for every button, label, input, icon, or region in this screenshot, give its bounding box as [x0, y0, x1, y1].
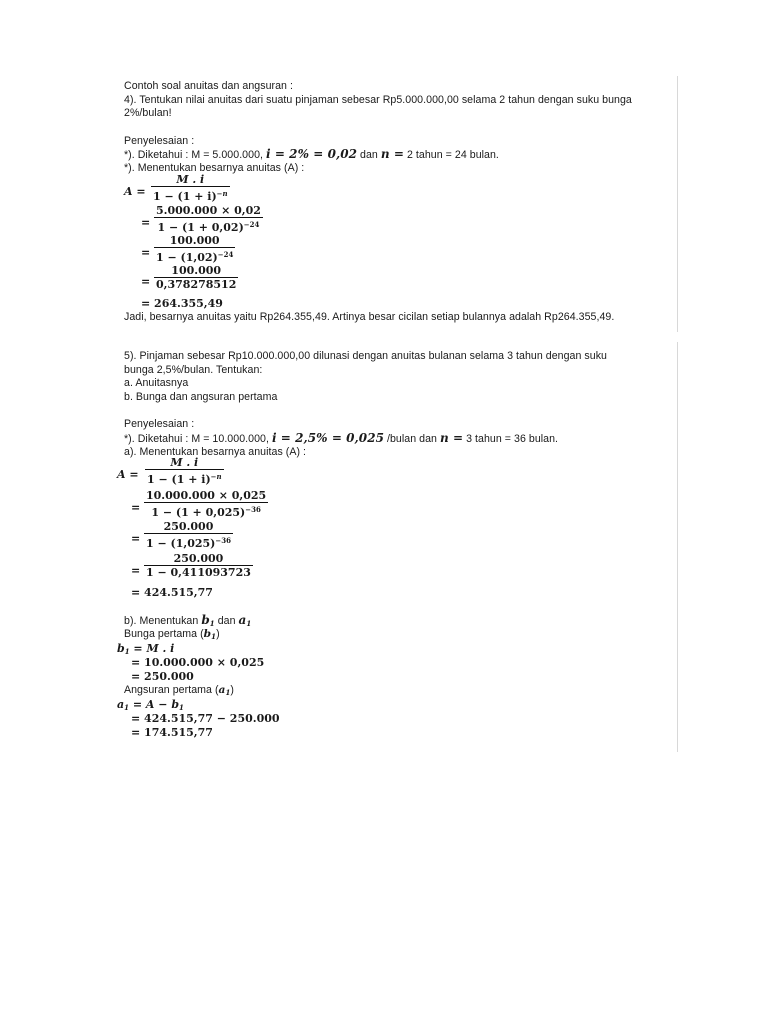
known-suffix: 3 tahun = 36 bulan.: [466, 433, 559, 445]
formula-fraction-1: [151, 173, 230, 203]
formula-fraction-4: [154, 264, 238, 291]
known-suffix: 2 tahun = 24 bulan.: [406, 149, 499, 161]
known-mid: dan: [360, 149, 378, 161]
f1-exponent: −n: [210, 472, 222, 481]
formula-fraction-3: [154, 234, 235, 264]
result-A: = 424.515,77: [131, 586, 213, 599]
eq-sign-3: =: [141, 246, 151, 259]
known-prefix: *). Diketahui : M = 10.000.000,: [124, 433, 269, 445]
f2-exponent: −36: [245, 505, 261, 514]
b1-result: = 250.000: [131, 670, 194, 683]
f3-denominator: 1 − (1,025): [146, 537, 216, 550]
heading: Contoh soal anuitas dan angsuran :: [124, 80, 293, 92]
step-title: *). Menentukan besarnya anuitas (A) :: [124, 162, 305, 174]
step-a-title: a). Menentukan besarnya anuitas (A) :: [124, 446, 307, 458]
known-i: i = 2,5% = 0,025: [271, 431, 384, 445]
formula-fraction-1: [145, 456, 224, 486]
f2-denominator: 1 − (1 + 0,025): [151, 506, 246, 519]
f3-exponent: −36: [215, 536, 231, 545]
f2-numerator: 5.000.000 × 0,02: [156, 204, 261, 217]
f3-numerator: 100.000: [154, 234, 235, 248]
item-a: a. Anuitasnya: [124, 377, 189, 389]
eq-sign-2: =: [141, 216, 151, 229]
bunga-label: Bunga pertama $(b_1)$: [124, 628, 220, 641]
item-b: b. Bunga dan angsuran pertama: [124, 391, 278, 403]
solution-title: Penyelesaian :: [124, 418, 195, 430]
known-prefix: *). Diketahui : M = 5.000.000,: [124, 149, 264, 161]
f1-denominator: 1 − (1 + i): [147, 473, 211, 486]
f2-numerator: 10.000.000 × 0,025: [146, 489, 267, 502]
known-line: [124, 148, 499, 162]
example-4-section: [117, 76, 678, 332]
a1-equation: $a_1 = A - b_1$: [117, 698, 184, 712]
eq-sign-4: =: [131, 564, 141, 577]
f4-denominator: 1 − 0,411093723: [146, 566, 251, 579]
a1-result: = 174.515,77: [131, 726, 213, 739]
eq-sign-4: =: [141, 275, 151, 288]
f1-exponent: −n: [216, 189, 228, 198]
conclusion: Jadi, besarnya anuitas yaitu Rp264.355,49. Artinya besar cicilan setiap bulannya adalah Rp264.355,49.: [124, 311, 615, 323]
b1-calc: = 10.000.000 × 0,025: [131, 656, 265, 669]
question-line-1: 5). Pinjaman sebesar Rp10.000.000,00 dilunasi dengan anuitas bulanan selama 3 tahun dengan suku: [124, 350, 607, 362]
question-line-2: bunga 2,5%/bulan. Tentukan:: [124, 364, 263, 376]
eq-sign-2: =: [131, 501, 141, 514]
known-mid: /bulan dan: [387, 433, 437, 445]
solution-title: Penyelesaian :: [124, 135, 195, 147]
result-value: = 264.355,49: [141, 297, 223, 310]
known-i: i = 2% = 0,02: [266, 147, 358, 161]
a1-calc: = 424.515,77 − 250.000: [131, 712, 280, 725]
known-n: n =: [380, 147, 404, 161]
f2-exponent: −24: [243, 220, 260, 229]
formula-fraction-3: [144, 520, 233, 550]
eq-sign-3: =: [131, 532, 141, 545]
f3-exponent: −24: [217, 250, 234, 259]
formula-fraction-4: [144, 552, 253, 579]
f1-numerator: M . i: [176, 173, 205, 186]
question-line-1: 4). Tentukan nilai anuitas dari suatu pinjaman sebesar Rp5.000.000,00 selama 2 tahun dengan suku bunga: [124, 94, 632, 106]
f2-denominator: 1 − (1 + 0,02): [157, 221, 244, 234]
f4-numerator: 250.000: [144, 552, 253, 566]
f4-denominator: 0,378278512: [156, 278, 237, 291]
A-lhs: A =: [124, 185, 146, 198]
step-b-title: b). Menentukan $b_1$ dan $a_1$: [124, 613, 252, 628]
example-5-section: [117, 342, 678, 752]
question-line-2: 2%/bulan!: [124, 107, 172, 119]
formula-fraction-2: [144, 489, 268, 519]
b1-equation: $b_1 = M$ . i: [117, 642, 175, 656]
f3-denominator: 1 − (1,02): [156, 251, 218, 264]
A-lhs: A =: [117, 468, 139, 481]
f3-numerator: 250.000: [144, 520, 233, 534]
angsuran-label: Angsuran pertama $(a_1)$: [124, 684, 234, 697]
known-n: n =: [439, 431, 464, 445]
known-line: [124, 432, 558, 446]
formula-fraction-2: [154, 204, 263, 234]
f4-numerator: 100.000: [154, 264, 238, 278]
f1-numerator: M . i: [170, 456, 199, 469]
f1-denominator: 1 − (1 + i): [153, 190, 217, 203]
